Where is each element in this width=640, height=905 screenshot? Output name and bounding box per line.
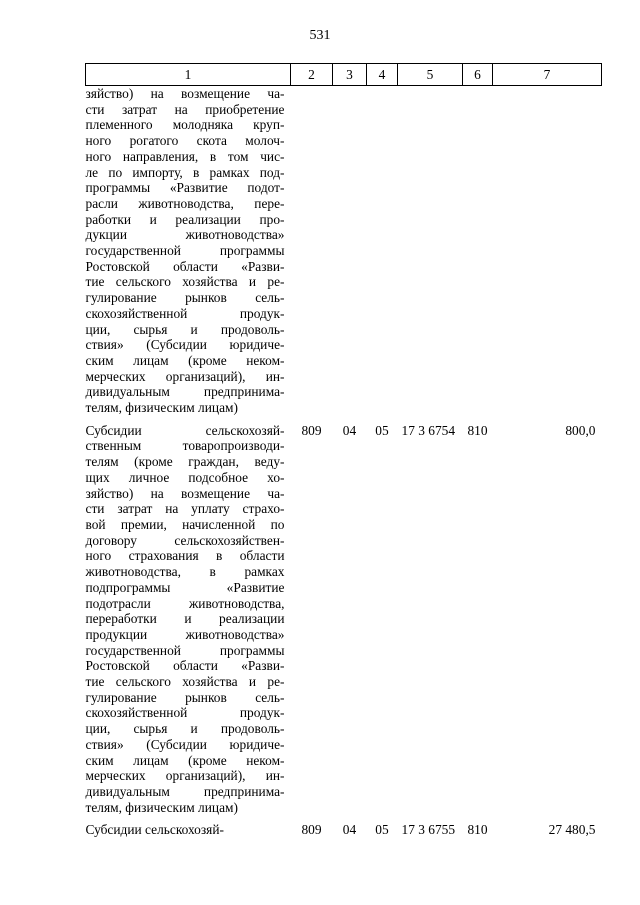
description-line: ного направления, в том чис- xyxy=(85,148,285,164)
description-line: ствия» (Субсидии юридиче- xyxy=(85,736,285,752)
description-line: скохозяйственной продук- xyxy=(85,305,285,321)
row-description xyxy=(86,416,291,816)
description-line: ле по импорту, в рамках под- xyxy=(85,164,285,180)
amount: 27 480,5 xyxy=(548,822,596,838)
description-line: ствия» (Субсидии юридиче- xyxy=(85,337,285,353)
subsection-code: 05 xyxy=(375,422,389,438)
ministry-code: 809 xyxy=(301,822,322,838)
expense-kind-code: 810 xyxy=(467,422,488,438)
row-description xyxy=(86,815,291,838)
description-line: телям, физическим лицам) xyxy=(85,400,238,416)
description-line: зяйство) на возмещение ча- xyxy=(85,86,285,101)
description-line: ции, сырья и продоволь- xyxy=(85,321,285,337)
description-line: дивидуальным предпринима- xyxy=(85,783,285,799)
ministry-code xyxy=(291,86,333,416)
target-code: 17 3 6755 xyxy=(401,822,456,838)
description-line: гулирование рынков сель- xyxy=(85,689,285,705)
description-line: сти затрат на уплату страхо- xyxy=(85,501,285,517)
header-col-7: 7 xyxy=(493,64,602,86)
description-line: Ростовской области «Разви- xyxy=(85,258,285,274)
description-line: государственной программы xyxy=(85,642,285,658)
description-line: дукции животноводства» xyxy=(85,227,285,243)
description-line: подотрасли животноводства, xyxy=(85,595,285,611)
header-col-1: 1 xyxy=(86,64,291,86)
table-header xyxy=(86,64,602,86)
row-description xyxy=(86,86,291,416)
section-code xyxy=(333,86,367,416)
description-line: ного рогатого скота молоч- xyxy=(85,133,285,149)
description-line: программы «Развитие подот- xyxy=(85,180,285,196)
description-line: ским лицам (кроме неком- xyxy=(85,752,285,768)
description-line: Ростовской области «Разви- xyxy=(85,658,285,674)
description-line: тие сельского хозяйства и ре- xyxy=(85,674,285,690)
description-line: телям (кроме граждан, веду- xyxy=(85,454,285,470)
description-line: ским лицам (кроме неком- xyxy=(85,352,285,368)
description-line: тие сельского хозяйства и ре- xyxy=(85,274,285,290)
description-line: расли животноводства, пере- xyxy=(85,195,285,211)
description-line: мерческих организаций), ин- xyxy=(85,768,285,784)
amount xyxy=(493,86,602,416)
description-line: ственным товаропроизводи- xyxy=(85,438,285,454)
header-row xyxy=(86,64,602,86)
header-col-6: 6 xyxy=(463,64,493,86)
subsection-code xyxy=(367,86,398,416)
description-line: животноводства, в рамках xyxy=(85,564,285,580)
section-code: 04 xyxy=(342,822,357,838)
description-line: гулирование рынков сель- xyxy=(85,290,285,306)
description-line: государственной программы xyxy=(85,243,285,259)
description-line: зяйство) на возмещение ча- xyxy=(85,485,285,501)
budget-table xyxy=(85,63,602,838)
header-col-3: 3 xyxy=(333,64,367,86)
description-line: ции, сырья и продоволь- xyxy=(85,721,285,737)
description-line: мерческих организаций), ин- xyxy=(85,368,285,384)
description-line: скохозяйственной продук- xyxy=(85,705,285,721)
target-code xyxy=(398,86,463,416)
table-row xyxy=(86,416,602,816)
table-row xyxy=(86,86,602,416)
description-line: Субсидии сельскохозяй- xyxy=(85,822,224,838)
page-number: 531 xyxy=(309,28,331,43)
header-col-2: 2 xyxy=(291,64,333,86)
table-body xyxy=(86,86,602,839)
description-line: переработки и реализации xyxy=(85,611,285,627)
description-line: подпрограммы «Развитие xyxy=(85,579,285,595)
description-line: телям, физическим лицам) xyxy=(85,799,238,815)
description-line: работки и реализации про- xyxy=(85,211,285,227)
section-code: 04 xyxy=(342,422,357,438)
table-row xyxy=(86,815,602,838)
description-line: договору сельскохозяйствен- xyxy=(85,532,285,548)
description-line: племенного молодняка круп- xyxy=(85,117,285,133)
target-code: 17 3 6754 xyxy=(401,422,456,438)
expense-kind-code: 810 xyxy=(467,822,488,838)
subsection-code: 05 xyxy=(375,822,389,838)
description-line: ного страхования в области xyxy=(85,548,285,564)
description-line: Субсидии сельскохозяй- xyxy=(85,422,285,438)
ministry-code: 809 xyxy=(301,422,322,438)
expense-kind-code xyxy=(463,86,493,416)
header-col-5: 5 xyxy=(398,64,463,86)
description-line: вой премии, начисленной по xyxy=(85,516,285,532)
description-line: сти затрат на приобретение xyxy=(85,101,285,117)
description-line: дивидуальным предпринима- xyxy=(85,384,285,400)
description-line: продукции животноводства» xyxy=(85,626,285,642)
header-col-4: 4 xyxy=(367,64,398,86)
amount: 800,0 xyxy=(565,422,596,438)
description-line: щих личное подсобное хо- xyxy=(85,469,285,485)
